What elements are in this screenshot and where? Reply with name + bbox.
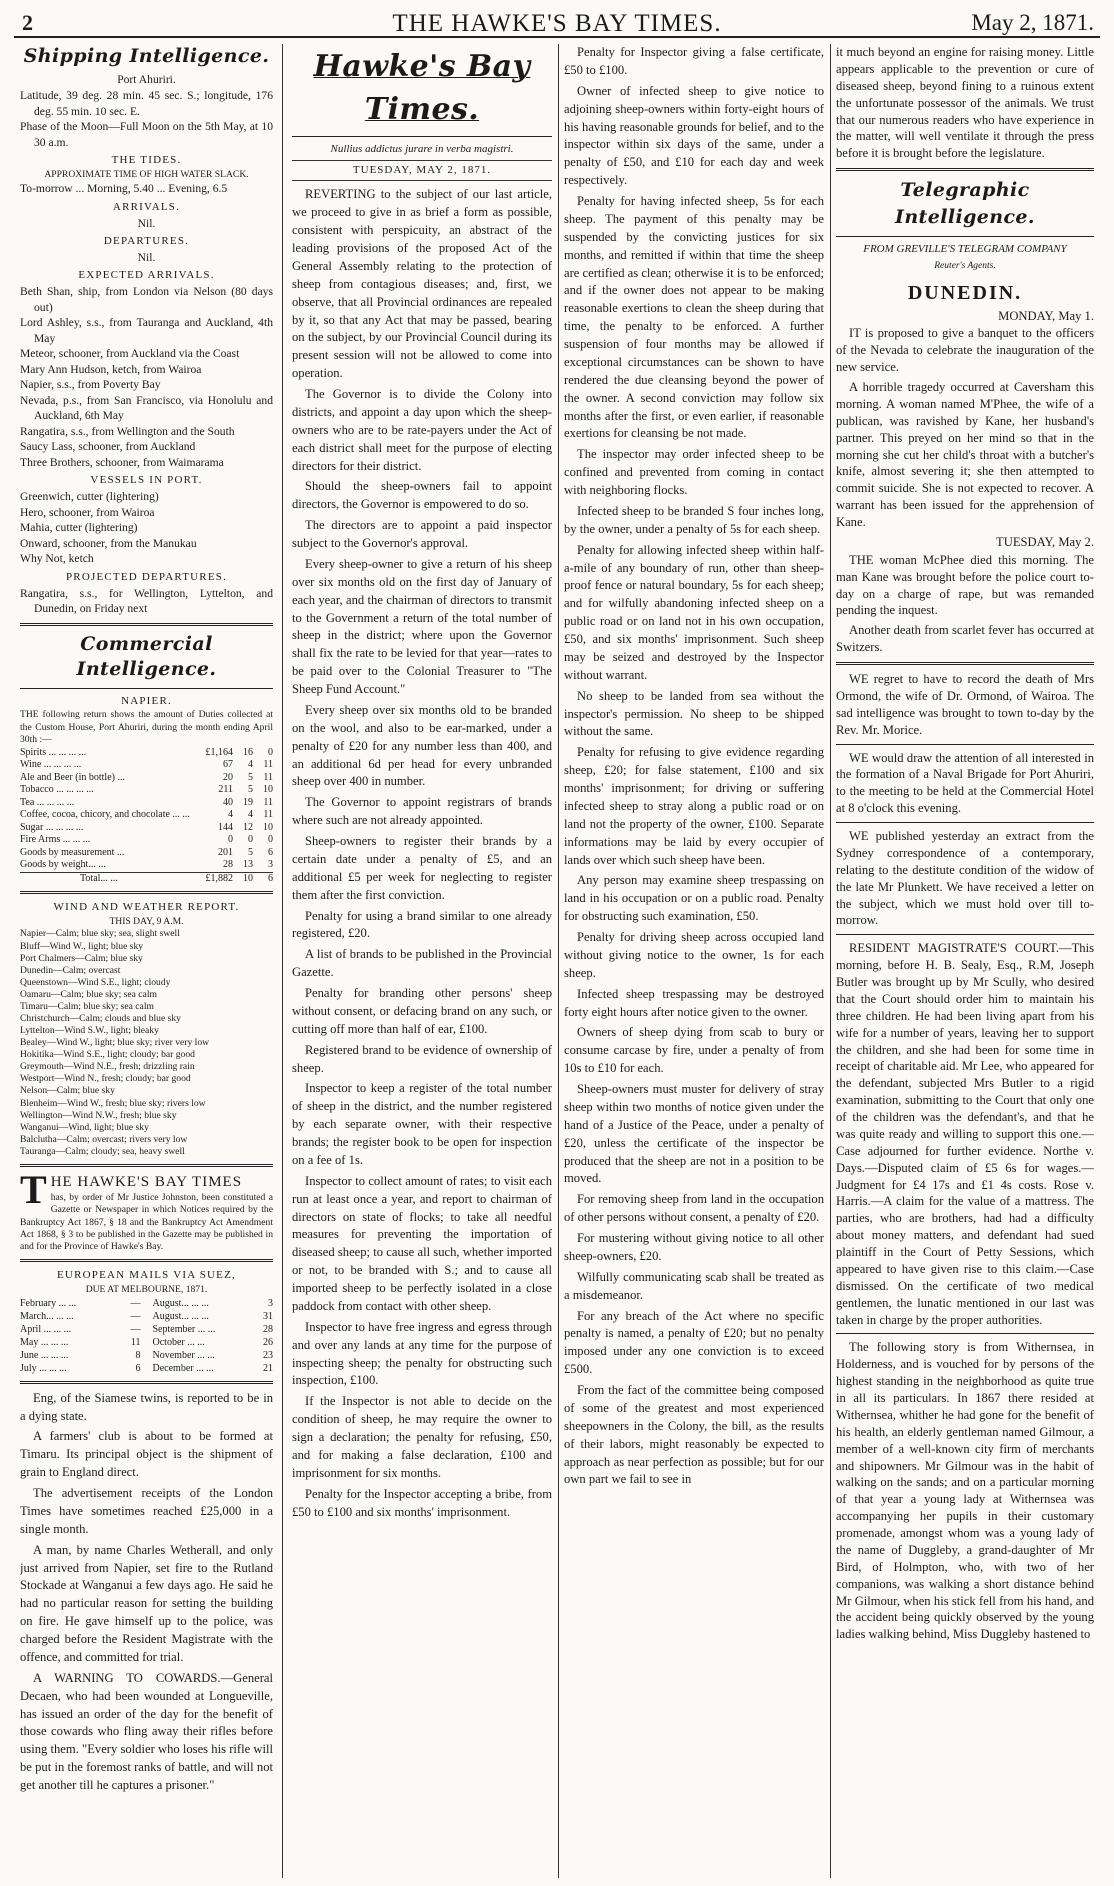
- editorial-paragraph: For removing sheep from land in the occupation of other persons without consent, a penalty of £20.: [564, 1192, 824, 1225]
- duty-pence: 6: [268, 846, 273, 858]
- duty-pence: 10: [263, 784, 273, 796]
- list-item: Why Not, ketch: [20, 552, 94, 566]
- mail-month: July ... ... ...: [20, 1362, 67, 1374]
- section-divider: [20, 1164, 273, 1167]
- dateline-day: MONDAY, May 1.: [998, 308, 1094, 323]
- duty-item: Ale and Beer (in bottle) ...: [20, 771, 125, 783]
- editorial-paragraph: Penalty for the Inspector accepting a bribe, from £50 to £100 and six months' imprisonment.: [292, 1486, 552, 1519]
- duty-item: Goods by weight... ...: [20, 859, 106, 871]
- duty-item: Goods by measurement ...: [20, 846, 125, 858]
- mail-month: October ... ...: [152, 1336, 205, 1348]
- telegram-paragraph: A horrible tragedy occurred at Caversham this morning. A woman named M'Phee, the wife of a publican, was ravished by Kane, her husband's partner. This preyed on her mind so that in the morning she cut her child's throat with a butcher's knife, almost severing it; she then attempted to commit suicide. She is not expected to recover. A warrant has been issued for the apprehension of Kane.: [836, 380, 1094, 530]
- editorial-paragraph: Penalty for driving sheep across occupied land without giving notice to the owner, 1s for each sheep.: [564, 930, 824, 980]
- editorial-continued: [564, 44, 824, 1489]
- editorial-paragraph: Wilfully communicating scab shall be treated as a misdemeanor.: [564, 1269, 824, 1302]
- mail-row: [20, 1336, 141, 1349]
- duty-shillings: 13: [243, 859, 253, 871]
- editorial-paragraph: Penalty for allowing infected sheep within half-a-mile of any boundary of run, other than sheep-proof fence or natural boundary, 5s for each sheep; and for wilfully abandoning infected sheep on a public road or on land not in his own occupation, £50, and six months' imprisonment. Such sheep may be seized and destroyed by the Inspector without warrant.: [564, 542, 824, 682]
- notice-heading: HE HAWKE'S BAY TIMES: [50, 1173, 243, 1190]
- departures-heading: DEPARTURES.: [103, 235, 190, 248]
- list-item: Greenwich, cutter (lightering): [20, 490, 159, 504]
- mail-day: 3: [268, 1297, 273, 1309]
- court-report: RESIDENT MAGISTRATE'S COURT.—This morning, before H. B. Sealy, Esq., R.M, Joseph Butler was brought up by Mr Scully, who desired that the Court should order him to maintain his three children. He had been living apart from his wife for a number of years, leaving her to support the children, and she had been for some time in receipt of charitable aid. Mr Lee, who appeared for the defendant, subjected Mrs Butler to a rigid examination, submitting to the Court that only one of the children was the defendant's, and that he was quite ready and willing to support this one.—Case adjourned for further evidence. Northe v. Days.—Disputed claim of £5 6s for wages.—Judgment for £4 17s and £1 4s costs. Rose v. Harris.—A claim for the value of a mattress. The parties, who are brothers, had had a difficulty about money matters, and defendant had sued plaintiff in the Court of Petty Sessions, which appeared to have given rise to this claim.—Case dismissed. On the certificate of two medical gentlemen, the lunatic mentioned in our last was taken in charge by the proper authorities.: [836, 941, 1094, 1327]
- duty-pence: 0: [268, 746, 273, 758]
- editorial-paragraph: Every sheep over six months old to be branded on the wool, and also to be ear-marked, under a penalty of £20 for any number less than 400, and an additional 6d per head for every unbranded sheep over 400 in number.: [292, 702, 552, 789]
- duties-intro: THE following return shows the amount of Duties collected at the Custom House, Port Ahuriri, during the month ending April 30th :—: [20, 709, 273, 746]
- section-divider: [836, 744, 1094, 745]
- telegraphic-heading: Telegraphic Intelligence.: [895, 179, 1035, 229]
- editorial-paragraph: Owners of sheep dying from scab to bury or consume carcase by fire, under a penalty of from 10s to £10 for each.: [564, 1025, 824, 1076]
- mails-right-column: [153, 1297, 274, 1375]
- motto: Nullius addictus jurare in verba magistri.: [330, 143, 514, 156]
- duty-shillings: 16: [243, 746, 253, 758]
- editorial-paragraph: Owner of infected sheep to give notice to adjoining sheep-owners within forty-eight hours of his having reasonable grounds for belief, and to the inspector within six days of the same, under a penalty of £50, and £10 for each day and week respectively.: [564, 83, 824, 188]
- mail-day: 6: [135, 1362, 141, 1374]
- weather-row: Greymouth—Wind N.E., fresh; drizzling rain: [20, 1061, 195, 1073]
- duty-item: Tea ... ... ... ...: [20, 796, 75, 808]
- expected-heading: EXPECTED ARRIVALS.: [78, 269, 215, 282]
- table-row: [20, 747, 273, 760]
- latitude-line: Latitude, 39 deg. 28 min. 45 sec. S.; longitude, 176 deg. 55 min. 10 sec. E.: [20, 88, 273, 118]
- list-item: Beth Shan, ship, from London via Nelson (80 days out): [20, 285, 273, 314]
- list-item: Nevada, p.s., from San Francisco, via Honolulu and Auckland, 6th May: [20, 393, 273, 423]
- tides-heading: THE TIDES.: [111, 154, 182, 167]
- editorial-paragraph: Inspector to have free ingress and egress through and over any lands at any time for the purpose of inspecting sheep; the penalty for obstructing such inspection, £100.: [292, 1319, 552, 1388]
- duty-pence: 11: [263, 796, 273, 808]
- duty-pence: 11: [263, 809, 273, 821]
- section-divider: [836, 822, 1094, 823]
- total-pence: 6: [253, 872, 273, 885]
- moon-phase: Phase of the Moon—Full Moon on the 5th May, at 10 30 a.m.: [20, 120, 273, 149]
- mail-day: —: [130, 1310, 141, 1322]
- mail-month: April ... ... ...: [20, 1323, 72, 1335]
- mail-day: 8: [135, 1349, 141, 1361]
- mail-row: [153, 1310, 274, 1323]
- mail-row: [153, 1349, 274, 1362]
- telegram-source: FROM GREVILLE'S TELEGRAM COMPANY: [863, 243, 1067, 256]
- column-2: [292, 44, 552, 1880]
- duty-pounds: 144: [218, 821, 233, 833]
- section-divider: [836, 168, 1094, 171]
- duty-item: Tobacco ... ... ... ...: [20, 784, 94, 796]
- weather-heading: WIND AND WEATHER REPORT.: [53, 901, 240, 914]
- editorial-paragraph: Any person may examine sheep trespassing on land in his occupation or on a public road. Penalty for obstructing such examination, £50.: [564, 873, 824, 924]
- column-rule: [282, 44, 283, 1878]
- projected-heading: PROJECTED DEPARTURES.: [65, 570, 228, 583]
- mail-row: [20, 1310, 141, 1323]
- tides-line: To-morrow ... Morning, 5.40 ... Evening, 6.5: [20, 182, 228, 196]
- mail-row: [153, 1336, 274, 1349]
- mails-heading: EUROPEAN MAILS VIA SUEZ,: [57, 1269, 236, 1282]
- notice-body: has, by order of Mr Justice Johnston, been constituted a Gazette or Newspaper in which Notices required by the Bankruptcy Act 1867, § 18 and the Bankruptcy Act Amendment Act 1868, § 3 to be published in the Gazette may be published in and for the Province of Hawke's Bay.: [20, 1192, 273, 1253]
- duty-pence: 11: [263, 759, 273, 771]
- duty-shillings: 4: [248, 759, 253, 771]
- projected-departure: Rangatira, s.s., for Wellington, Lyttelton, and Dunedin, on Friday next: [20, 586, 273, 616]
- section-divider: [20, 891, 273, 894]
- editorial-masthead: Hawke's Bay Times.: [313, 49, 531, 127]
- arrivals-nil: Nil.: [137, 216, 156, 230]
- editorial-paragraph: Infected sheep to be branded S four inches long, by the owner, under a penalty of 5s for each sheep.: [564, 503, 824, 536]
- list-item: Napier, s.s., from Poverty Bay: [20, 378, 161, 392]
- dateline-day: TUESDAY, May 2.: [996, 534, 1094, 549]
- local-paragraph: The following story is from Withernsea, in Holderness, and is vouched for by persons of the highest standing in the neighborhood as quite true in all its particulars. In 1867 there resided at Withernsea, whither he had gone for the benefit of his health, an elderly gentleman named Gilmour, a member of a well-known city firm of merchants and shipowners. Mr Gilmour was in the habit of walking on the sands; and on a particular morning of that year a young lady at Withernsea was accompanying her pupils in their customary promenade, amongst whom was a young lady of the name of Duggleby, a grand-daughter of Mr Bird, of Holmpton, who, with two of her companions, was walking a short distance behind Mr Gilmour, when his stick fell from his hand, and the accident being quickly observed by the young ladies walking behind, Miss Duggleby hastened to: [836, 1340, 1094, 1642]
- total-pounds: £1,882: [197, 872, 233, 885]
- editorial-paragraph: Inspector to collect amount of rates; to visit each run at least once a year, and report to chairman of directors on state of flocks; to take all needful measures for preventing the importation of diseased sheep; to cause all such, whether imported or not, to be branded with S.; and to cause all imported sheep to be perfectly isolated in a close paddock from contact with other sheep.: [292, 1173, 552, 1313]
- editorial-body: [292, 186, 552, 1521]
- table-row: [20, 822, 273, 835]
- mail-day: 26: [263, 1336, 273, 1348]
- page-number: 2: [22, 10, 33, 35]
- local-paragraph: WE published yesterday an extract from the Sydney correspondence of a contemporary, relating to the destitute condition of the widow of the late Mr Plunkett. We have received a letter on the subject, which we must hold over till to-morrow.: [836, 829, 1094, 928]
- duty-pence: 0: [268, 834, 273, 846]
- duty-item: Wine ... ... ... ...: [20, 759, 82, 771]
- list-item: Mahia, cutter (lightering): [20, 521, 138, 535]
- duty-item: Spirits ... ... ... ...: [20, 746, 87, 758]
- table-row: [20, 847, 273, 860]
- mail-day: 23: [263, 1349, 273, 1361]
- duty-item: Fire Arms ... ... ...: [20, 834, 91, 846]
- mail-row: [20, 1362, 141, 1375]
- editorial-dateline: TUESDAY, MAY 2, 1871.: [292, 160, 552, 182]
- mail-day: 28: [263, 1323, 273, 1335]
- duty-pounds: 211: [218, 784, 233, 796]
- weather-row: Tauranga—Calm; cloudy; sea, heavy swell: [20, 1145, 185, 1157]
- masthead: [14, 6, 1100, 38]
- column-rule: [558, 44, 559, 1878]
- editorial-paragraph: For mustering without giving notice to all other sheep-owners, £20.: [564, 1231, 824, 1263]
- weather-row: Wellington—Wind N.W., fresh; blue sky: [20, 1109, 177, 1121]
- section-divider: [836, 236, 1094, 237]
- section-divider: [836, 1333, 1094, 1334]
- mail-day: 21: [263, 1362, 273, 1374]
- weather-row: Oamaru—Calm; blue sky; sea calm: [20, 988, 157, 1000]
- weather-row: Balclutha—Calm; overcast; rivers very low: [20, 1133, 188, 1145]
- mails-subheading: DUE AT MELBOURNE, 1871.: [85, 1284, 208, 1296]
- duty-pounds: 28: [223, 859, 233, 871]
- editorial-paragraph: Registered brand to be evidence of ownership of sheep.: [292, 1042, 552, 1075]
- editorial-paragraph: Infected sheep trespassing may be destroyed forty eight hours after notice given to the owner.: [564, 986, 824, 1019]
- table-row: [20, 797, 273, 810]
- mail-month: March... ... ...: [20, 1310, 74, 1322]
- list-item: Onward, schooner, from the Manukau: [20, 536, 197, 550]
- editorial-paragraph: A list of brands to be published in the Provincial Gazette.: [292, 947, 552, 980]
- weather-row: Bluff—Wind W., light; blue sky: [20, 940, 144, 952]
- list-item: Mary Ann Hudson, ketch, from Wairoa: [20, 362, 202, 376]
- editorial-paragraph: Inspector to keep a register of the total number of sheep in the district, and the number registered by each separate owner, with their respective brands; the register book to be open for inspection on a fee of 1s.: [292, 1081, 552, 1167]
- weather-row: Nelson—Calm; blue sky: [20, 1085, 115, 1097]
- editorial-paragraph: The inspector may order infected sheep to be confined and prevented from coming in contact with neighboring flocks.: [564, 447, 824, 497]
- duties-table: [20, 747, 273, 886]
- editorial-paragraph: For any breach of the Act where no specific penalty is named, a penalty of £20; but no penalty imposed under any one conviction is to exceed £500.: [564, 1308, 824, 1377]
- section-divider: [20, 688, 273, 689]
- mail-row: [20, 1349, 141, 1362]
- mail-row: [20, 1323, 141, 1336]
- table-row: [20, 834, 273, 847]
- list-item: Rangatira, s.s., from Wellington and the South: [20, 424, 235, 438]
- duty-shillings: 5: [248, 846, 253, 858]
- mail-row: [153, 1323, 274, 1336]
- list-item: Lord Ashley, s.s., from Tauranga and Auckland, 4th May: [20, 316, 273, 345]
- duty-shillings: 12: [243, 821, 253, 833]
- weather-row: Queenstown—Wind S.E., light; cloudy: [20, 976, 171, 988]
- editorial-paragraph: The Governor to appoint registrars of brands where such are not already appointed.: [292, 795, 552, 828]
- weather-row: Blenheim—Wind W., fresh; blue sky; rivers low: [20, 1097, 206, 1109]
- news-paragraph: A farmers' club is about to be formed at Timaru. Its principal object is the shipment of grain to England direct.: [20, 1429, 273, 1480]
- editorial-paragraph: Penalty for branding other persons' sheep without consent, or defacing brand on any such, or cutting off more than half of ear, £100.: [292, 986, 552, 1036]
- weather-row: Hokitika—Wind S.E., light; cloudy; bar good: [20, 1049, 195, 1061]
- arrivals-heading: ARRIVALS.: [112, 200, 181, 213]
- table-row: [20, 759, 273, 772]
- editorial-paragraph: Sheep-owners must muster for delivery of stray sheep within two months of notice given under the hand of a Justice of the Peace, under a penalty of £20, unless the certificate of the inspector be produced that the sheep are not in a position to be moved.: [564, 1082, 824, 1186]
- table-total-row: [20, 872, 273, 885]
- mail-day: 31: [263, 1310, 273, 1322]
- editorial-paragraph: No sheep to be landed from sea without the inspector's permission. No sheep to be shipped without the same.: [564, 688, 824, 739]
- local-paragraph: WE regret to have to record the death of Mrs Ormond, the wife of Dr. Ormond, of Wairoa. The sad intelligence was brought to town to-day by the Rev. Mr. Morice.: [836, 672, 1094, 737]
- telegram-paragraph: THE woman McPhee died this morning. The man Kane was brought before the police court to-day on a charge of rape, but was remanded pending the inquest.: [836, 552, 1094, 618]
- list-item: Three Brothers, schooner, from Waimarama: [20, 455, 224, 469]
- duty-item: Coffee, cocoa, chicory, and chocolate ... ...: [20, 809, 190, 821]
- mail-row: [20, 1297, 141, 1310]
- news-paragraph: A WARNING TO COWARDS.—General Decaen, who had been wounded at Longueville, has issued an order of the day for the benefit of those cowards who fling away their rifles before using them. "Every soldier who loses his rifle will be put in the foremost ranks of battle, and will not get another till he captures a prisoner.": [20, 1670, 273, 1792]
- mail-month: August... ... ...: [152, 1297, 209, 1309]
- editorial-paragraph: Every sheep-owner to give a return of his sheep over six months old on the first day of January of each year, and the chairman of directors to transmit to the Government a return of the total number of sheep in the district; where upon the Governor shall fix the rate to be levied for that year—rates to be paid over to the Colonial Treasurer to "The Sheep Fund Account.": [292, 556, 552, 697]
- duty-pounds: 20: [223, 771, 233, 783]
- telegram-agents: Reuter's Agents.: [934, 260, 996, 271]
- duty-pounds: 0: [228, 834, 233, 846]
- mails-left-column: [20, 1297, 141, 1375]
- vessels-list: [20, 489, 273, 567]
- editorial-paragraph: Penalty for refusing to give evidence regarding sheep, £20; for false statement, £100 and six months' imprisonment; for driving or suffering infected sheep to stray along a public road or on land not the property of the owner, £100. Separate informations may be laid by every occupier of lands over which such sheep have been.: [564, 745, 824, 867]
- mail-day: —: [130, 1297, 141, 1309]
- mails-table: [20, 1297, 273, 1375]
- table-row: [20, 772, 273, 785]
- weather-row: Lyttelton—Wind S.W., light; bleaky: [20, 1025, 159, 1037]
- table-row: [20, 859, 273, 872]
- editorial-paragraph: Should the sheep-owners fail to appoint directors, the Governor is empowered to do so.: [292, 479, 552, 512]
- weather-row: Christchurch—Calm; clouds and blue sky: [20, 1012, 181, 1024]
- total-shillings: 10: [233, 872, 253, 885]
- commercial-heading: Commercial Intelligence.: [76, 632, 217, 681]
- tides-subheading: APPROXIMATE TIME OF HIGH WATER SLACK.: [44, 168, 249, 180]
- weather-list: [20, 928, 273, 1157]
- total-label: Total... ...: [20, 872, 197, 885]
- mail-month: May ... ... ...: [20, 1336, 69, 1348]
- expected-list: [20, 284, 273, 470]
- duty-pounds: 40: [223, 796, 233, 808]
- commercial-place: NAPIER.: [121, 694, 172, 707]
- list-item: Hero, schooner, from Wairoa: [20, 505, 155, 519]
- weather-row: Port Chalmers—Calm; blue sky: [20, 952, 143, 964]
- weather-row: Westport—Wind N., fresh; cloudy; bar good: [20, 1073, 191, 1085]
- duty-pence: 11: [263, 771, 273, 783]
- weather-row: Wanganui—Wind, light; blue sky: [20, 1121, 149, 1133]
- shipping-heading: Shipping Intelligence.: [23, 45, 270, 67]
- editorial-paragraph: Sheep-owners to register their brands by a certain date under a penalty of £5, and an additional £5 per week for neglecting to register them after the first conviction.: [292, 834, 552, 902]
- duty-shillings: 0: [248, 834, 253, 846]
- news-paragraph: The advertisement receipts of the London Times have sometimes reached £25,000 in a single month.: [20, 1486, 273, 1536]
- editorial-paragraph: The Governor is to divide the Colony into districts, and appoint a day upon which the sheep-owners who are to be rate-payers under the Act of each district shall meet for the purpose of electing directors for their district.: [292, 387, 552, 473]
- gazette-notice: [20, 1166, 273, 1254]
- duty-shillings: 19: [243, 796, 253, 808]
- duty-shillings: 5: [248, 784, 253, 796]
- table-row: [20, 784, 273, 797]
- telegram-paragraph: IT is proposed to give a banquet to the officers of the Nevada to celebrate the inauguration of the new service.: [836, 326, 1094, 375]
- mail-month: February ... ...: [20, 1297, 77, 1309]
- section-divider: [292, 136, 552, 137]
- mail-month: August... ... ...: [152, 1310, 209, 1322]
- table-row: [20, 809, 273, 822]
- duty-pence: 10: [263, 821, 273, 833]
- mail-month: November ... ...: [152, 1349, 215, 1361]
- weather-row: Timaru—Calm; blue sky; sea calm: [20, 1000, 154, 1012]
- vessels-heading: VESSELS IN PORT.: [90, 474, 203, 487]
- telegram-paragraph: Another death from scarlet fever has occurred at Switzers.: [836, 623, 1094, 655]
- list-item: Saucy Lass, schooner, from Auckland: [20, 440, 196, 454]
- duty-item: Sugar ... ... ... ...: [20, 821, 84, 833]
- editorial-paragraph: REVERTING to the subject of our last article, we proceed to give in as brief a form as possible, consistent with perspicuity, an abstract of the leading provisions of the proposed Act of the General Assembly relating to the protection of sheep from contagious diseases; and, first, we observe, that all Provincial ordinances are repealed by it, so that any Act that may be passed, bearing on the subject, by our Provincial Council during its present session will not be allowed to come into operation.: [292, 187, 552, 381]
- editorial-paragraph: If the Inspector is not able to decide on the condition of sheep, he may require the owner to sign a declaration; the penalty for refusing, £50, and for making a false declaration, £100 and imprisonment for six months.: [292, 1394, 552, 1480]
- local-paragraph: WE would draw the attention of all interested in the formation of a Naval Brigade for Port Ahuriri, to the meeting to be held at the Commercial Hotel at 8 o'clock this evening.: [836, 750, 1094, 816]
- section-divider: [836, 662, 1094, 665]
- newspaper-title: THE HAWKE'S BAY TIMES.: [392, 10, 722, 37]
- section-divider: [20, 623, 273, 626]
- mail-row: [153, 1362, 274, 1375]
- mail-month: December ... ...: [152, 1362, 214, 1374]
- mail-row: [153, 1297, 274, 1310]
- column-4: [836, 44, 1094, 1880]
- editorial-paragraph: Penalty for using a brand similar to one already registered, £20.: [292, 908, 552, 941]
- mail-day: 11: [130, 1336, 141, 1348]
- duty-shillings: 5: [248, 771, 253, 783]
- duty-pounds: 67: [223, 759, 233, 771]
- weather-row: Dunedin—Calm; overcast: [20, 964, 121, 976]
- weather-time: THIS DAY, 9 A.M.: [109, 915, 184, 927]
- issue-date: May 2, 1871.: [971, 10, 1094, 35]
- weather-row: Napier—Calm; blue sky; sea, slight swell: [20, 928, 180, 940]
- departures-nil: Nil.: [137, 250, 156, 264]
- duty-pounds: £1,164: [205, 746, 233, 758]
- editorial-paragraph: From the fact of the committee being composed of some of the greatest and most experienced sheepowners in the Colony, the bill, as the results of their labors, might reasonably be expected to approach as near perfection as possible; but for our own part we fail to see in: [564, 1383, 824, 1487]
- weather-row: Bealey—Wind W., light; blue sky; river very low: [20, 1037, 210, 1049]
- drop-cap: T: [20, 1166, 47, 1212]
- section-divider: [836, 934, 1094, 935]
- editorial-paragraph: Penalty for Inspector giving a false certificate, £50 to £100.: [564, 45, 824, 77]
- duty-pounds: 201: [218, 846, 233, 858]
- mail-month: September ... ...: [152, 1323, 216, 1335]
- editorial-end: it much beyond an engine for raising money. Little appears applicable to the prevention or cure of diseased sheep, beyond fining to a ruinous extent the unfortunate possessor of the animals. We trust that our numerous readers who have experience in the matter, will well ventilate it through the press before it is brought before the legislature.: [836, 45, 1094, 161]
- section-divider: [20, 1381, 273, 1384]
- mail-day: —: [130, 1323, 141, 1335]
- duty-pounds: 4: [228, 809, 233, 821]
- column-3: [564, 44, 824, 1880]
- duty-shillings: 4: [248, 809, 253, 821]
- mail-month: June ... ... ...: [20, 1349, 69, 1361]
- editorial-paragraph: Penalty for having infected sheep, 5s for each sheep. The payment of this penalty may be suspended by the convicting justices for six months, and remitted if within that time the sheep are certified as clean; otherwise it is to be enforced; and if the owner does not appear to be making reasonable exertions to clean the sheep during that time, the penalty to be enforced. A further suspension of four months may be allowed if exceptional circumstances can be shown to have rendered the due cleansing beyond the power of the owner. A second conviction may follow six months after the first, or even earlier, if reasonable exertions for cleansing be not made.: [564, 194, 824, 441]
- section-divider: [20, 1259, 273, 1262]
- news-paragraph: A man, by name Charles Wetherall, and only just arrived from Napier, set fire to the Rutland Stockade at Wanganui a few days ago. He said he had no particular reason for setting the building on fire. He gave himself up to the police, was charged before the Resident Magistrate with the offence, and committed for trial.: [20, 1542, 273, 1664]
- dateline-city: DUNEDIN.: [907, 282, 1023, 305]
- duty-pence: 3: [268, 859, 273, 871]
- column-1: [20, 44, 273, 1880]
- port-name: Port Ahuriri.: [117, 73, 176, 87]
- list-item: Meteor, schooner, from Auckland via the Coast: [20, 347, 240, 361]
- editorial-paragraph: The directors are to appoint a paid inspector subject to the Governor's approval.: [292, 518, 552, 551]
- news-paragraph: Eng, of the Siamese twins, is reported to be in a dying state.: [20, 1390, 273, 1423]
- column-rule: [830, 44, 831, 1878]
- news-paragraphs: [20, 1390, 273, 1795]
